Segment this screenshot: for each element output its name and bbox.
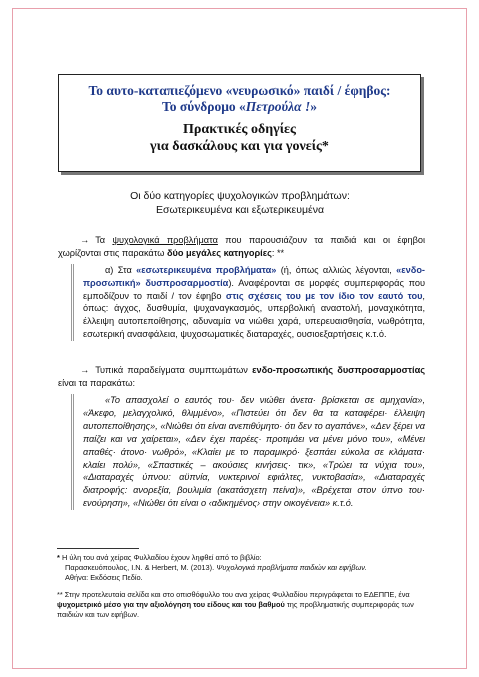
arrow-icon: → xyxy=(80,235,90,245)
title-line-2-suffix: » xyxy=(310,99,317,114)
category-a-text-2: (ή, όπως αλλιώς λέγονται, xyxy=(276,265,397,275)
title-line-1: Το αυτο-καταπιεζόμενο «νευρωσικό» παιδί / έφηβος: xyxy=(88,83,391,98)
intro-bold-term: δύο μεγάλες κατηγορίες xyxy=(166,247,272,258)
section-heading-line-2: Εσωτερικευμένα και εξωτερικευμένα xyxy=(155,204,325,216)
category-a-text-4: , όπως: άγχος, δυσθυμία, ψυχαναγκασμός, υπερβολική αναστολή, μοναχικότητα, έλλειψη αυτοπεποίθησης, αδυναμία να νιώθει χαρά, υπερευαισθησία, νωθρότητα, εσωτερική ανασφάλεια, ψυχοσωματικές διαταραχές, ουσιοεξαρτήσεις κ.τ.ό. xyxy=(83,290,425,339)
category-a-bold-2: «ενδο-προσωπική» δυσπροσαρμοστία xyxy=(83,265,425,288)
category-a-text-3: ). Αναφέρονται σε μορφές συμπεριφοράς που εμποδίζουν το παιδί / τον έφηβο xyxy=(83,277,425,301)
typical-text-1: Τυπικά παραδείγματα συμπτωμάτων xyxy=(95,365,253,375)
footnote-separator xyxy=(57,548,139,549)
intro-text-3: : ** xyxy=(271,247,285,258)
footnote-2-text-1: ** Στην προτελευταία σελίδα και στο οπισθόφυλλο του ανα χείρας Φυλλαδίου περιγράφεται το ΕΔΕΠΠΕ, ένα xyxy=(57,590,410,599)
arrow-icon: → xyxy=(80,365,90,375)
subtitle-2: για δασκάλους και για γονείς* xyxy=(150,139,329,154)
section-heading xyxy=(60,189,420,217)
category-a-underlined: στις σχέσεις του με τον ίδιο τον εαυτό του xyxy=(225,290,423,301)
footnote-1-publisher: Αθήνα: Εκδόσεις Πεδίο. xyxy=(65,573,143,583)
typical-text-2: είναι τα παρακάτω: xyxy=(58,377,136,388)
intro-underlined-term: ψυχολογικά προβλήματα xyxy=(112,235,218,245)
footnote-1-line xyxy=(57,553,429,563)
footnote-1-mark: * xyxy=(57,553,60,562)
footnote-1 xyxy=(57,553,429,584)
footnote-1-text: Η ύλη του ανά χείρας Φυλλαδίου έχουν ληφθεί από το βιβλίο: xyxy=(59,553,262,562)
title-box xyxy=(58,74,421,172)
intro-paragraph xyxy=(58,234,425,260)
footnote-2-bold: ψυχομετρικό μέσο για την αξιολόγηση του είδους και του βαθμού xyxy=(57,600,285,610)
footnote-2-text-2: της προβληματικής συμπεριφοράς των παιδιών και των εφήβων. xyxy=(57,600,414,620)
intro-text-1: Τα xyxy=(95,235,113,245)
intro-text-2: που παρουσιάζουν τα παιδιά και οι έφηβοι χωρίζονται στις παρακάτω xyxy=(58,235,426,258)
title-line-2-italic: Πετρούλα ! xyxy=(245,99,311,114)
category-a-bold-1: «εσωτερικευμένα προβλήματα» xyxy=(136,265,277,275)
footnote-1-reference xyxy=(57,563,429,573)
footnote-1-authors: Παρασκευόπουλος, Ι.Ν. & Herbert, M. (2013). xyxy=(65,563,217,573)
category-a-text-1: α) Στα xyxy=(105,265,137,275)
typical-paragraph xyxy=(58,364,425,390)
subtitle-1: Πρακτικές οδηγίες xyxy=(183,122,296,137)
title-line-2-prefix: Το σύνδρομο « xyxy=(162,99,246,114)
section-heading-line-1: Οι δύο κατηγορίες ψυχολογικών προβλημάτων: xyxy=(130,190,350,202)
title-line-2 xyxy=(59,99,420,115)
symptoms-quote: «Το απασχολεί ο εαυτός του· δεν νιώθει άνετα· βρίσκεται σε αμηχανία», «Άκεφο, μελαγχολικό, θλιμμένο», «Πιστεύει ότι δεν θα τα καταφέρει· έλλειψη αυτοπεποίθησης», «Νιώθει ότι είναι ανεπιθύμητο· ότι δεν το αγαπάνε», «Δεν ξέρει να παίζει και να χαίρεται», «Δεν έχει παρέες· προτιμάει να μένει μόνο του», «Μένει απαθές· άτονο· νωθρό», «Κλαίει με το παραμικρό· ξεσπάει εύκολα σε κλάματα· κλαίει πολύ», «Σπαστικές – ακούσιες κινήσεις· τικ», «Τρώει τα νύχια του», «Διαταραχές ύπνου: αϋπνία, νυκτερινοί εφιάλτες, νυκτοβασία», «Διαταραχές διατροφής: ανορεξία, βουλιμία (ακατάσχετη πείνα)», «Βρέχεται στον ύπνο του· ενούρηση», «Νιώθει ότι είναι ο ‹αδικημένος› στην οικογένεια» κ.τ.ό. xyxy=(83,395,425,509)
typical-bold-term: ενδο-προσωπικής δυσπροσαρμοστίας xyxy=(252,365,426,375)
category-a-block xyxy=(71,264,425,341)
category-a-paragraph xyxy=(83,264,425,341)
symptoms-quote-block xyxy=(71,394,425,510)
footnote-2 xyxy=(57,590,429,621)
footnote-1-book-title: Ψυχολογικά προβλήματα παιδιών και εφήβων. xyxy=(216,563,367,573)
